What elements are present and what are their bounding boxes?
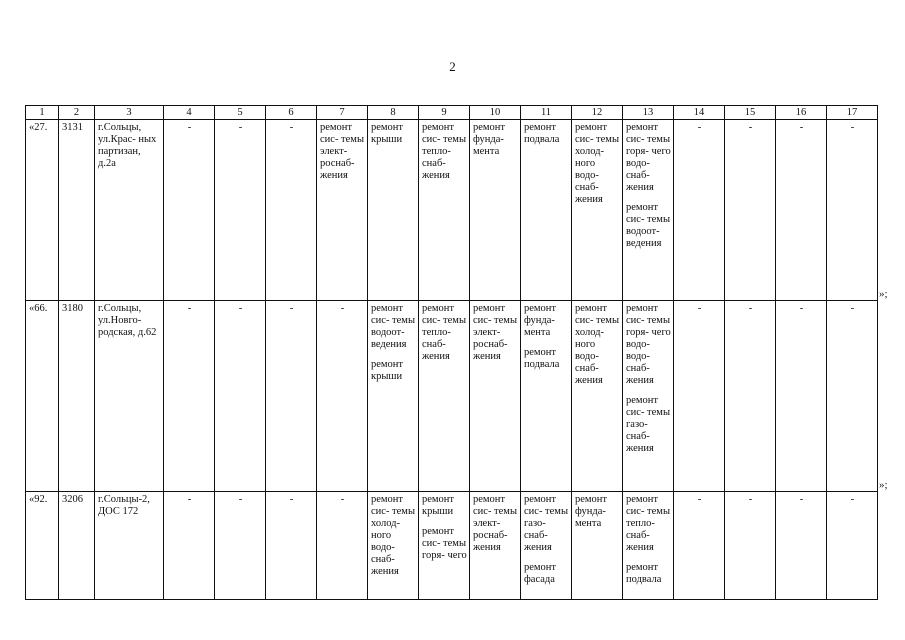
empty-value-cell: - — [827, 492, 878, 600]
repair-work-item: ремонт сис- темы элект- роснаб- жения — [473, 494, 518, 553]
repair-work-item: ремонт сис- темы холод- ного водо- снаб- жения — [575, 122, 620, 205]
empty-value-cell: - — [674, 301, 725, 492]
repair-works-cell — [470, 301, 521, 492]
repair-work-item: ремонт сис- темы газо- снаб- жения — [626, 395, 671, 454]
repair-works-cell — [572, 120, 623, 301]
column-number: 1 — [26, 106, 59, 120]
repair-work-item: ремонт сис- темы горя- чего — [422, 526, 467, 561]
address-cell: г.Сольцы-2, ДОС 172 — [95, 492, 164, 600]
table-row — [26, 301, 878, 492]
empty-value-cell: - — [725, 120, 776, 301]
repair-work-item: ремонт фунда- мента — [473, 122, 506, 157]
empty-value-cell: - — [266, 120, 317, 301]
repair-work-item: ремонт сис- темы водоот- ведения — [626, 202, 671, 249]
repair-works-cell — [521, 492, 572, 600]
empty-value-cell: - — [215, 301, 266, 492]
empty-value-cell: - — [725, 492, 776, 600]
column-number: 4 — [164, 106, 215, 120]
repair-work-item: ремонт подвала — [626, 562, 662, 585]
repair-work-item: ремонт сис- темы элект- роснаб- жения — [473, 303, 518, 362]
repair-work-item: ремонт фунда- мента — [575, 494, 608, 529]
empty-value-cell: - — [776, 301, 827, 492]
empty-value-cell: - — [317, 492, 368, 600]
repair-work-item: ремонт сис- темы горя- чего водо- водо- снаб- жения — [626, 303, 671, 386]
repair-work-item: ремонт подвала — [524, 347, 560, 370]
repair-work-item: ремонт сис- темы тепло- снаб- жения — [626, 494, 671, 553]
column-number: 7 — [317, 106, 368, 120]
repair-works-cell — [368, 120, 419, 301]
row-end-quote: »; — [879, 287, 888, 300]
column-number: 2 — [59, 106, 95, 120]
column-number: 8 — [368, 106, 419, 120]
row-end-quote: »; — [879, 478, 888, 491]
repair-work-item: ремонт сис- темы холод- ного водо- снаб- жения — [575, 303, 620, 386]
repair-work-item: ремонт фунда- мента — [524, 303, 557, 338]
repair-works-cell — [572, 492, 623, 600]
column-number: 14 — [674, 106, 725, 120]
empty-value-cell: - — [164, 492, 215, 600]
item-number-cell: «66. — [26, 301, 59, 492]
repair-works-cell — [368, 301, 419, 492]
item-number-cell: «27. — [26, 120, 59, 301]
repair-work-item: ремонт сис- темы тепло- снаб- жения — [422, 303, 467, 362]
repair-works-cell — [572, 301, 623, 492]
empty-value-cell: - — [827, 120, 878, 301]
repair-work-item: ремонт подвала — [524, 122, 560, 145]
column-number: 9 — [419, 106, 470, 120]
page-number: 2 — [449, 59, 456, 74]
empty-value-cell: - — [317, 301, 368, 492]
repair-works-cell — [623, 492, 674, 600]
table-row — [26, 492, 878, 600]
repair-works-cell — [317, 120, 368, 301]
repair-works-cell — [470, 120, 521, 301]
column-number: 16 — [776, 106, 827, 120]
repair-works-cell — [419, 301, 470, 492]
repair-work-item: ремонт сис- темы элект- роснаб- жения — [320, 122, 365, 181]
column-number: 3 — [95, 106, 164, 120]
repair-work-item: ремонт крыши — [371, 122, 404, 145]
repair-works-cell — [368, 492, 419, 600]
repair-work-item: ремонт крыши — [371, 359, 404, 382]
building-code-cell: 3131 — [59, 120, 95, 301]
repair-works-cell — [521, 120, 572, 301]
column-number-row — [26, 106, 878, 120]
address-cell: г.Сольцы, ул.Новго- родская, д.62 — [95, 301, 164, 492]
empty-value-cell: - — [266, 492, 317, 600]
empty-value-cell: - — [215, 120, 266, 301]
repair-work-item: ремонт сис- темы холод- ного водо- снаб- жения — [371, 494, 416, 577]
item-number-cell: «92. — [26, 492, 59, 600]
repair-works-cell — [470, 492, 521, 600]
repair-work-item: ремонт крыши — [422, 494, 455, 517]
building-code-cell: 3206 — [59, 492, 95, 600]
empty-value-cell: - — [776, 492, 827, 600]
empty-value-cell: - — [674, 492, 725, 600]
empty-value-cell: - — [674, 120, 725, 301]
empty-value-cell: - — [164, 120, 215, 301]
empty-value-cell: - — [266, 301, 317, 492]
repair-works-cell — [623, 120, 674, 301]
repair-work-item: ремонт фасада — [524, 562, 557, 585]
empty-value-cell: - — [827, 301, 878, 492]
column-number: 6 — [266, 106, 317, 120]
repair-works-cell — [521, 301, 572, 492]
column-number: 13 — [623, 106, 674, 120]
column-number: 17 — [827, 106, 878, 120]
repair-works-cell — [623, 301, 674, 492]
building-code-cell: 3180 — [59, 301, 95, 492]
column-number: 10 — [470, 106, 521, 120]
empty-value-cell: - — [215, 492, 266, 600]
repair-schedule-table — [25, 105, 878, 600]
column-number: 5 — [215, 106, 266, 120]
repair-works-cell — [419, 492, 470, 600]
table-row — [26, 120, 878, 301]
empty-value-cell: - — [776, 120, 827, 301]
column-number: 15 — [725, 106, 776, 120]
repair-work-item: ремонт сис- темы водоот- ведения — [371, 303, 416, 350]
column-number: 12 — [572, 106, 623, 120]
repair-work-item: ремонт сис- темы горя- чего водо- снаб- жения — [626, 122, 671, 193]
address-cell: г.Сольцы, ул.Крас- ных партизан, д.2а — [95, 120, 164, 301]
repair-works-cell — [419, 120, 470, 301]
repair-work-item: ремонт сис- темы тепло- снаб- жения — [422, 122, 467, 181]
column-number: 11 — [521, 106, 572, 120]
empty-value-cell: - — [725, 301, 776, 492]
repair-work-item: ремонт сис- темы газо- снаб- жения — [524, 494, 569, 553]
empty-value-cell: - — [164, 301, 215, 492]
